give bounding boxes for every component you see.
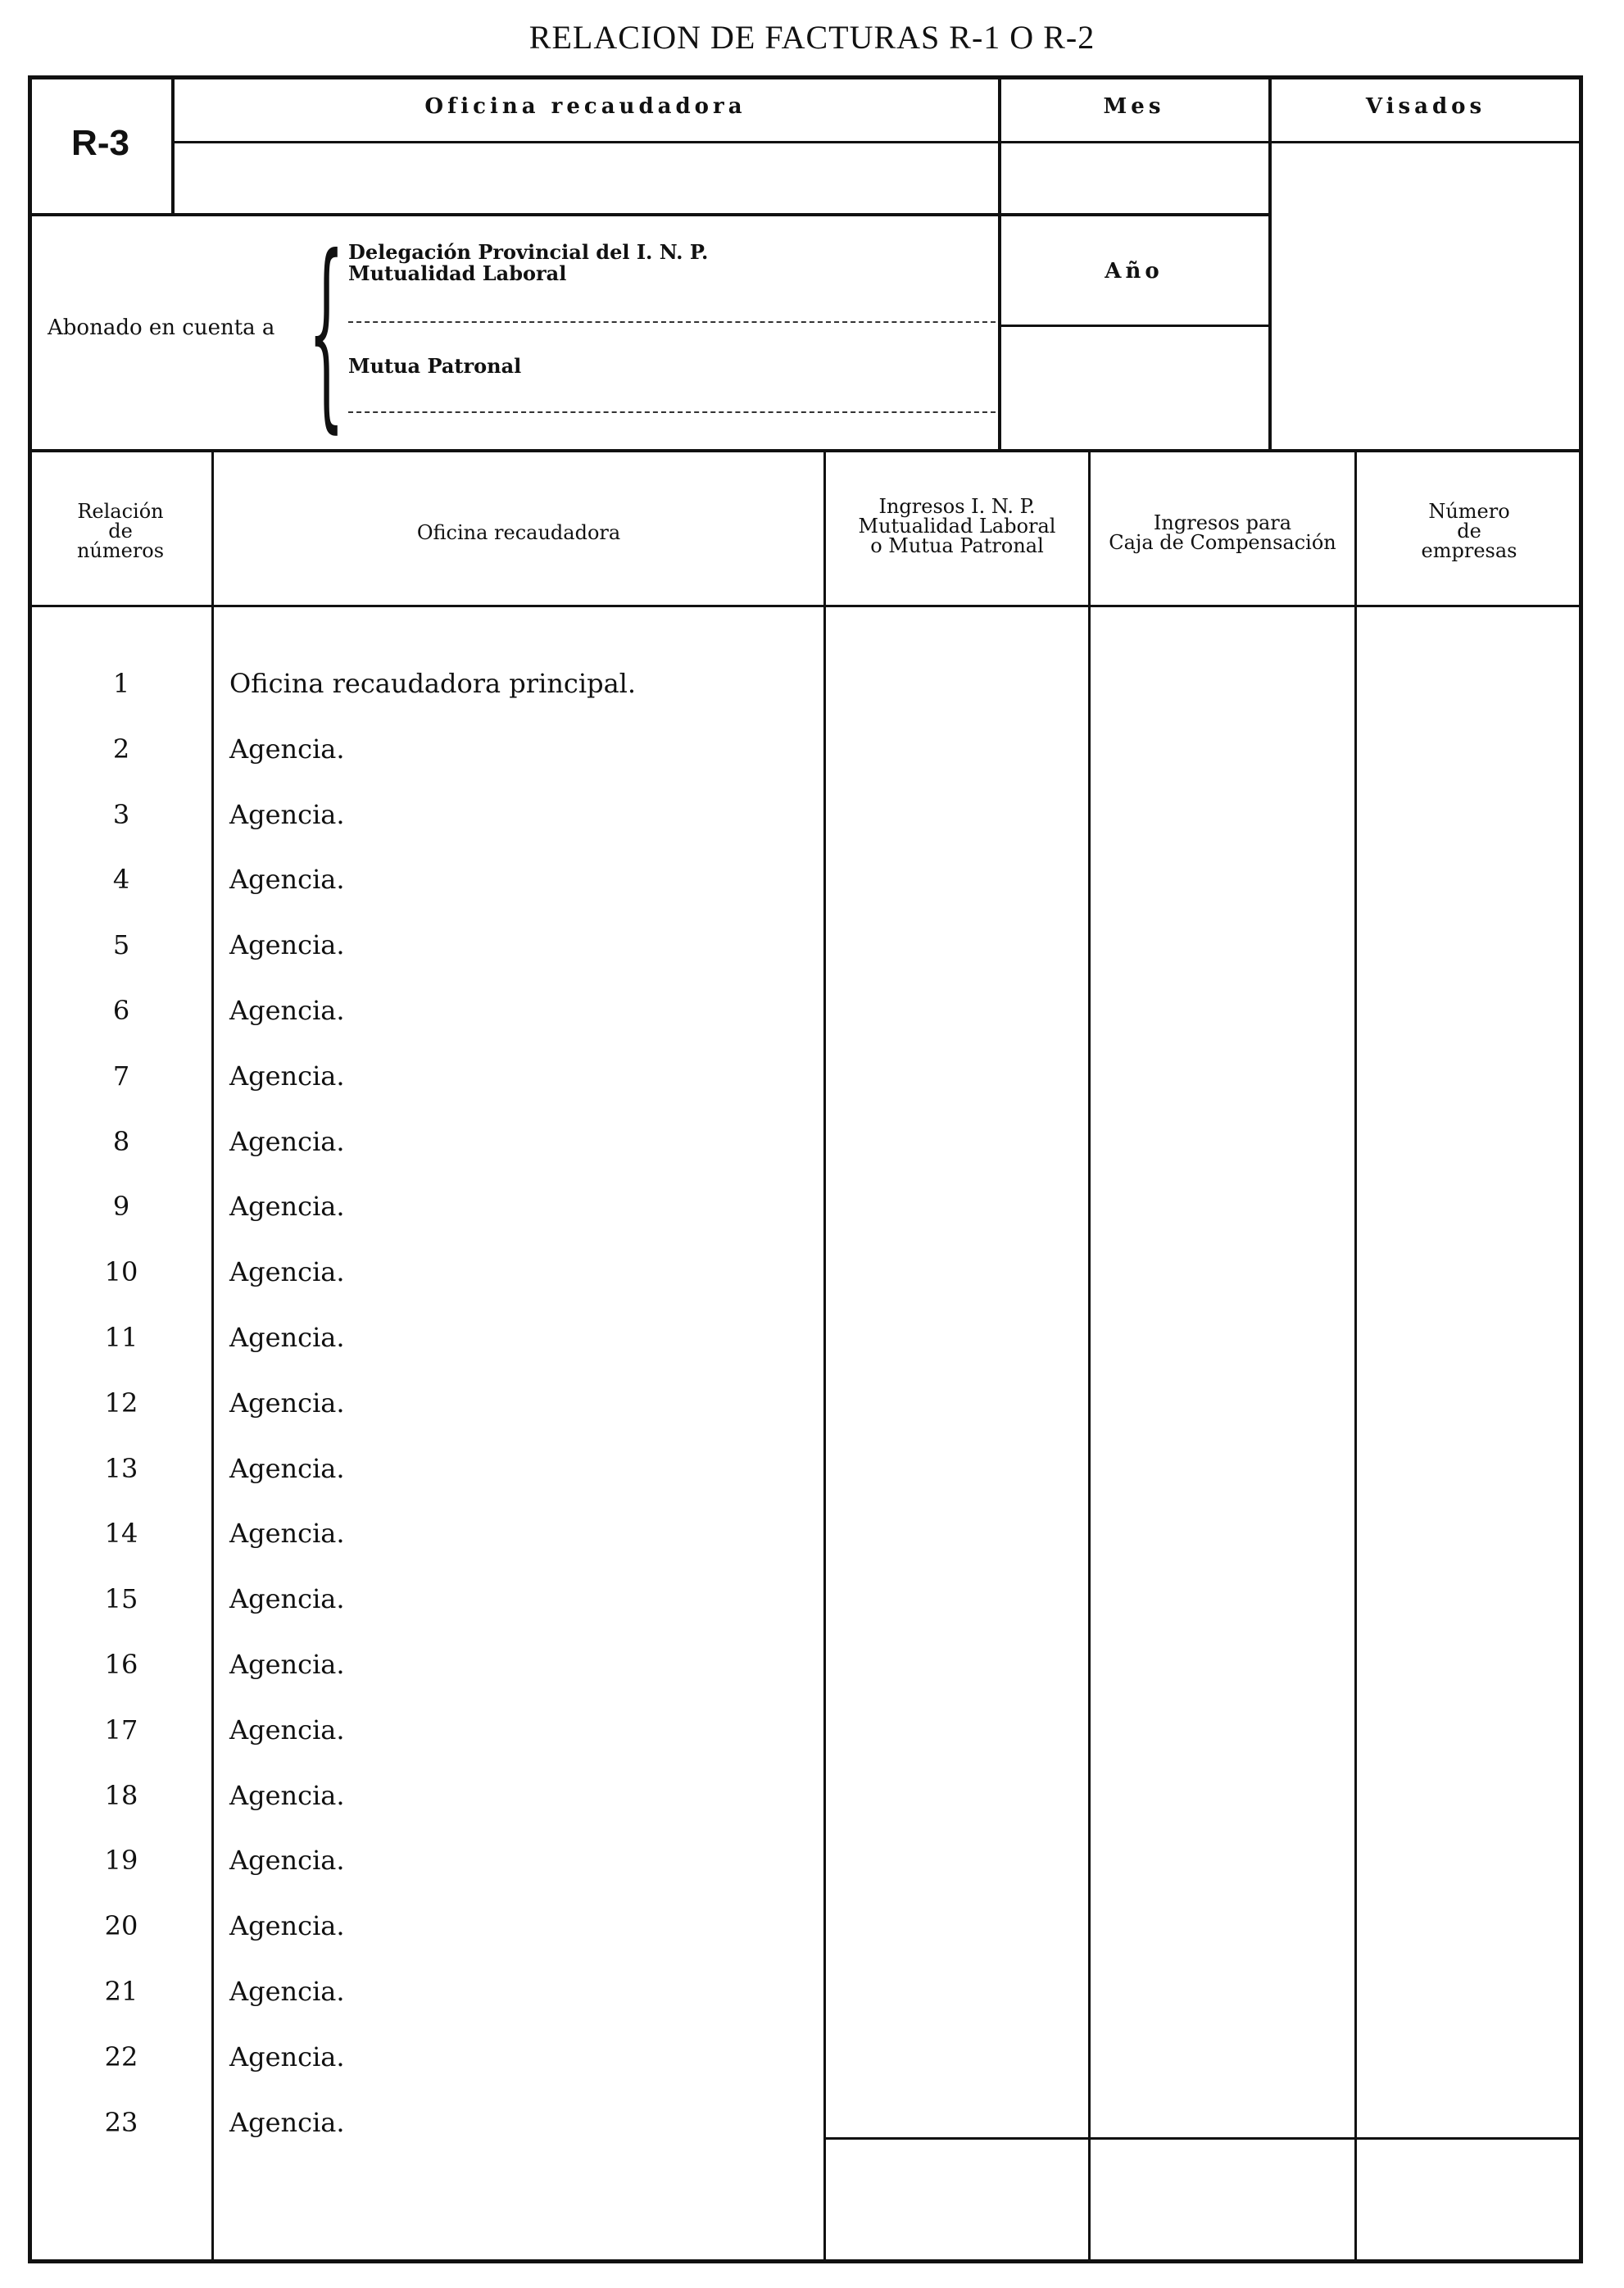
row-oficina-name: Agencia. [229, 1387, 345, 1419]
row-oficina-name: Agencia. [229, 1976, 345, 2007]
brace-icon: { [308, 212, 345, 451]
row-number: 11 [104, 1322, 138, 1353]
row-oficina-name: Agencia. [229, 1780, 345, 1811]
abonado-label: Abonado en cuenta a [48, 316, 275, 340]
option-inp-line1: Delegación Provincial del I. N. P. [348, 240, 709, 264]
row-number: 22 [104, 2041, 138, 2072]
row-oficina-name: Agencia. [229, 1583, 345, 1614]
row-oficina-name: Agencia. [229, 1256, 345, 1287]
row-number: 5 [112, 929, 130, 960]
column-divider [823, 451, 826, 2262]
row-number: 2 [112, 733, 130, 765]
totals-divider [825, 2137, 1581, 2140]
column-divider [211, 451, 214, 2262]
row-oficina-name: Agencia. [229, 1518, 345, 1549]
row-oficina-name: Agencia. [229, 733, 345, 765]
row-number: 19 [104, 1845, 138, 1876]
row-number: 6 [112, 995, 130, 1026]
fill-line [348, 321, 996, 323]
row-oficina-name: Agencia. [229, 995, 345, 1026]
divider [29, 213, 1270, 216]
row-number: 3 [112, 799, 130, 830]
row-number: 16 [104, 1649, 138, 1680]
row-number: 23 [104, 2107, 138, 2138]
row-number: 7 [112, 1060, 130, 1092]
col-ingresos-caja: Ingresos para Caja de Compensación [1109, 511, 1336, 554]
col-oficina: Oficina recaudadora [416, 521, 621, 544]
row-number: 20 [104, 1910, 138, 1941]
col-relacion: Relación de números [76, 500, 165, 562]
divider [29, 449, 1581, 452]
row-oficina-name: Agencia. [229, 1322, 345, 1353]
mes-header: Mes [1103, 94, 1165, 119]
row-number: 14 [104, 1518, 138, 1549]
row-oficina-name: Agencia. [229, 1845, 345, 1876]
col-numero-empresas: Número de empresas [1421, 500, 1517, 562]
row-oficina-name: Agencia. [229, 1910, 345, 1941]
divider [1000, 325, 1270, 327]
row-oficina-name: Agencia. [229, 1060, 345, 1092]
option-inp-line2: Mutualidad Laboral [348, 261, 567, 285]
column-divider [1088, 451, 1091, 2262]
column-divider [1354, 451, 1357, 2262]
row-number: 21 [104, 1976, 138, 2007]
row-oficina-name: Agencia. [229, 1126, 345, 1157]
row-number: 15 [104, 1583, 138, 1614]
row-oficina-name: Agencia. [229, 1453, 345, 1484]
option-mutua: Mutua Patronal [348, 354, 522, 378]
row-oficina-name: Agencia. [229, 799, 345, 830]
row-number: 10 [104, 1256, 138, 1287]
row-number: 17 [104, 1714, 138, 1746]
row-oficina-name: Agencia. [229, 864, 345, 895]
row-number: 8 [112, 1126, 130, 1157]
ano-label: Año [1105, 259, 1164, 284]
divider [173, 141, 1581, 143]
row-number: 4 [112, 864, 130, 895]
col-ingresos-inp: Ingresos I. N. P. Mutualidad Laboral o Mutua Patronal [858, 495, 1056, 557]
oficina-header: Oficina recaudadora [424, 94, 746, 119]
document-title: RELACION DE FACTURAS R-1 O R-2 [528, 19, 1096, 56]
divider [1268, 77, 1272, 451]
fill-line [348, 411, 996, 413]
visados-header: Visados [1365, 94, 1486, 119]
row-oficina-name: Oficina recaudadora principal. [229, 668, 637, 699]
row-number: 1 [112, 668, 130, 699]
row-number: 12 [104, 1387, 138, 1419]
row-number: 9 [112, 1191, 130, 1222]
form-code: R-3 [71, 123, 129, 163]
row-oficina-name: Agencia. [229, 1191, 345, 1222]
row-number: 13 [104, 1453, 138, 1484]
row-oficina-name: Agencia. [229, 929, 345, 960]
row-oficina-name: Agencia. [229, 1714, 345, 1746]
row-oficina-name: Agencia. [229, 2041, 345, 2072]
row-number: 18 [104, 1780, 138, 1811]
row-oficina-name: Agencia. [229, 2107, 345, 2138]
divider [29, 605, 1581, 607]
row-oficina-name: Agencia. [229, 1649, 345, 1680]
